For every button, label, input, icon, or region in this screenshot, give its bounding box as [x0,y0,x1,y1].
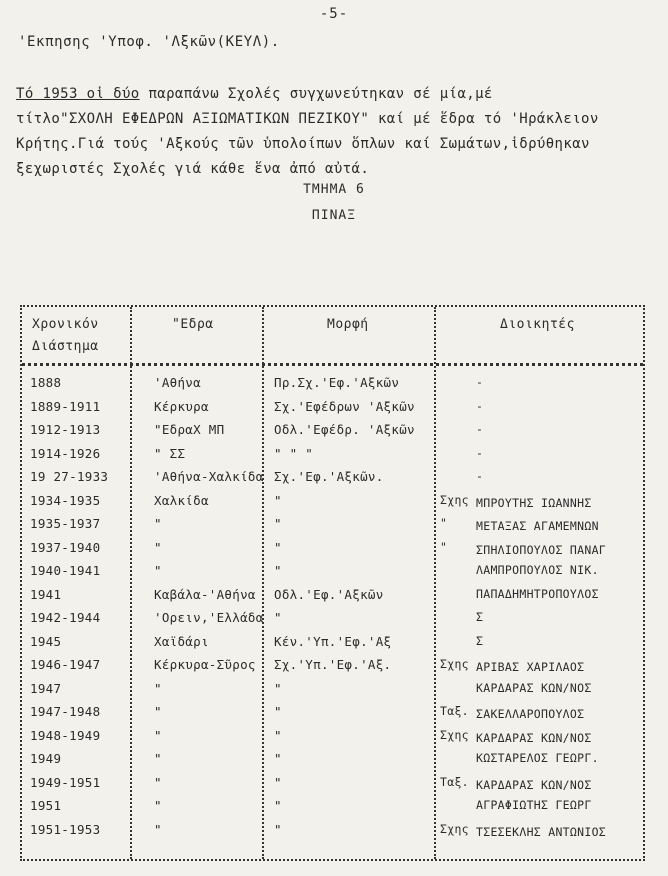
form-cell: " [274,516,282,531]
seat-cell: "ΕδραΧ ΜΠ [154,422,225,437]
commander-name: ΚΩΣΤΑΡΕΛΟΣ ΓΕΩΡΓ. [476,751,599,765]
table-row [22,610,647,631]
form-cell: " " " [274,445,314,461]
commander-name: ΣΠΗΛΙΟΠΟΥΛΟΣ ΠΑΝΑΓ [476,542,607,557]
seat-cell: Καβάλα-'Αθήνα [154,586,256,602]
seat-cell: " [154,516,162,531]
commander-cell [440,728,644,745]
commander-cell [440,493,644,510]
form-cell: Οδλ.'Εφ.'Αξκῶν [274,586,384,602]
commander-cell [440,822,644,839]
form-cell: Οδλ.'Εφέδρ. 'Αξκῶν [274,422,415,437]
period-cell: 1951-1953 [30,821,101,837]
commander-name: - [476,445,484,460]
period-cell: 1889-1911 [30,398,101,414]
header-divider [22,363,643,366]
commander-name: ΚΑΡΔΑΡΑΣ ΚΩΝ/ΝΟΣ [476,777,592,792]
table-row [22,657,647,678]
table-row [22,399,647,420]
seat-cell: " [154,798,162,813]
commander-name: ΜΕΤΑΞΑΣ ΑΓΑΜΕΜΝΩΝ [476,519,599,533]
table-row [22,798,647,819]
section-title: ΤΜΗΜΑ 6 [303,182,365,197]
table-row [22,704,647,725]
underlined-phrase: Τό 1953 οἱ δύο [16,86,140,102]
form-cell: " [274,492,282,508]
table-row [22,822,647,843]
commander-name: ΚΑΡΔΑΡΑΣ ΚΩΝ/ΝΟΣ [476,680,592,695]
commander-cell [440,610,644,624]
rank-label: Ταξ. [440,704,469,718]
table-row [22,681,647,702]
rank-label: " [440,516,448,530]
form-cell: Σχ.'Υπ.'Εφ.'Αξ. [274,657,392,672]
period-cell: 19 27-1933 [30,469,109,484]
period-cell: 1949-1951 [30,774,101,790]
paragraph-line-3: Κρήτης.Γιά τούς 'Αξκούς τῶν ὑπολοίπων ὅπλων καί Σωμάτων,ἱδρύθηκαν [16,136,590,152]
commander-cell [440,775,644,792]
period-cell: 1948-1949 [30,727,101,743]
form-cell: " [274,751,282,766]
commander-cell [440,704,644,721]
commander-name: ΣΑΚΕΛΛΑΡΟΠΟΥΛΟΣ [476,707,585,721]
seat-cell: " ΣΣ [154,445,186,461]
table-row [22,540,647,561]
seat-cell: " [154,727,162,743]
seat-cell: Κέρκυρα [154,398,209,414]
paragraph-line-2: τίτλο"ΣΧΟΛΗ ΕΦΕΔΡΩΝ ΑΞΙΩΜΑΤΙΚΩΝ ΠΕΖΙΚΟΥ" καί μέ ἕδρα τό 'Ηράκλειον [16,111,599,127]
table-row [22,634,647,655]
period-cell: 1946-1947 [30,657,101,672]
continuation-line: 'Εκπησης 'Υποφ. 'Λξκῶν(ΚΕΥΛ). [18,34,280,50]
commander-cell [440,375,644,389]
table-row [22,587,647,608]
commander-cell [440,634,644,648]
header-form: Μορφή [327,317,369,332]
commander-cell [440,540,644,557]
commander-name: - [476,469,484,483]
seat-cell: 'Αθήνα-Χαλκίδα [154,469,264,484]
table-row [22,775,647,796]
commander-cell [440,657,644,674]
commander-name: - [476,422,484,436]
commander-cell [440,446,644,460]
commanders-table [20,305,645,861]
period-cell: 1914-1926 [30,445,101,461]
seat-cell: " [154,751,162,766]
period-cell: 1951 [30,798,62,813]
commander-name: Σ [476,633,484,648]
seat-cell: 'Αθήνα [154,375,201,390]
table-row [22,446,647,467]
form-cell: " [274,821,282,837]
seat-cell: Χαϊδάρι [154,633,209,649]
form-cell: " [274,563,282,578]
section-subtitle: ΠΙΝΑΞ [311,208,357,223]
commander-cell [440,516,644,533]
commander-cell [440,422,644,436]
form-cell: Σχ.'Εφέδρων 'Αξκῶν [274,398,415,414]
table-row [22,375,647,396]
page-number: -5- [319,6,349,22]
commander-name: ΤΣΕΣΕΚΛΗΣ ΑΝΤΩΝΙΟΣ [476,824,607,839]
period-cell: 1937-1940 [30,539,101,555]
commander-cell [440,751,644,765]
seat-cell: " [154,704,162,719]
commander-name: - [476,398,484,413]
commander-name: ΚΑΡΔΑΡΑΣ ΚΩΝ/ΝΟΣ [476,730,592,745]
commander-name: ΠΑΠΑΔΗΜΗΤΡΟΠΟΥΛΟΣ [476,586,599,601]
form-cell: " [274,704,282,719]
period-cell: 1934-1935 [30,492,101,508]
seat-cell: " [154,680,162,696]
form-cell: " [274,610,282,625]
form-cell: Σχ.'Εφ.'Αξκῶν. [274,469,384,484]
period-cell: 1949 [30,751,62,766]
table-row [22,493,647,514]
period-cell: 1912-1913 [30,422,101,437]
commander-name: - [476,375,484,389]
rank-label: Σχης [440,727,469,742]
table-row [22,728,647,749]
header-commanders: Διοικητές [500,317,575,332]
rank-label: Σχης [440,492,469,507]
form-cell: " [274,727,282,743]
seat-cell: Χαλκίδα [154,492,209,508]
table-row [22,516,647,537]
form-cell: " [274,774,282,790]
commander-name: ΛΑΜΠΡΟΠΟΥΛΟΣ ΝΙΚ. [476,563,599,577]
period-cell: 1935-1937 [30,516,101,531]
table-row [22,469,647,490]
commander-cell [440,681,644,695]
commander-cell [440,798,644,812]
header-period-line-1: Χρονικόν [32,317,99,332]
form-cell: " [274,539,282,555]
period-cell: 1947-1948 [30,704,101,719]
seat-cell: 'Ορειν,'Ελλάδα [154,610,264,625]
commander-cell [440,469,644,483]
table-row [22,563,647,584]
rank-label: " [440,539,448,554]
commander-name: ΑΡΙΒΑΣ ΧΑΡΙΛΑΟΣ [476,660,585,674]
period-cell: 1941 [30,586,62,602]
seat-cell: " [154,563,162,578]
form-cell: Κέν.'Υπ.'Εφ.'Αξ [274,633,392,649]
seat-cell: " [154,821,162,837]
period-cell: 1947 [30,680,62,696]
header-period-line-2: Διάστημα [32,339,99,354]
intro-paragraph [16,82,616,182]
period-cell: 1888 [30,375,62,390]
commander-name: Σ [476,610,484,624]
rank-label: Ταξ. [440,774,469,789]
seat-cell: " [154,539,162,555]
period-cell: 1940-1941 [30,563,101,578]
seat-cell: Κέρκυρα-Σῦρος [154,657,256,672]
commander-name: ΜΠΡΟΥΤΗΣ ΙΩΑΝΝΗΣ [476,495,592,510]
commander-cell [440,399,644,413]
commander-cell [440,587,644,601]
form-cell: Πρ.Σχ.'Εφ.'Αξκῶν [274,375,400,390]
period-cell: 1942-1944 [30,610,101,625]
paragraph-line-4: ξεχωριστές Σχολές γιά κάθε ἕνα ἀπό αὐτά. [16,161,370,177]
table-row [22,751,647,772]
form-cell: " [274,798,282,813]
rank-label: Σχης [440,821,469,836]
paragraph-line-1: παραπάνω Σχολές συγχωνεύτηκαν σέ μία,μέ [139,86,493,102]
commander-name: ΑΓΡΑΦΙΩΤΗΣ ΓΕΩΡΓ [476,798,592,812]
header-seat: "Εδρα [172,317,214,332]
rank-label: Σχης [440,657,469,671]
form-cell: " [274,680,282,696]
table-row [22,422,647,443]
period-cell: 1945 [30,633,62,649]
commander-cell [440,563,644,577]
seat-cell: " [154,774,162,790]
